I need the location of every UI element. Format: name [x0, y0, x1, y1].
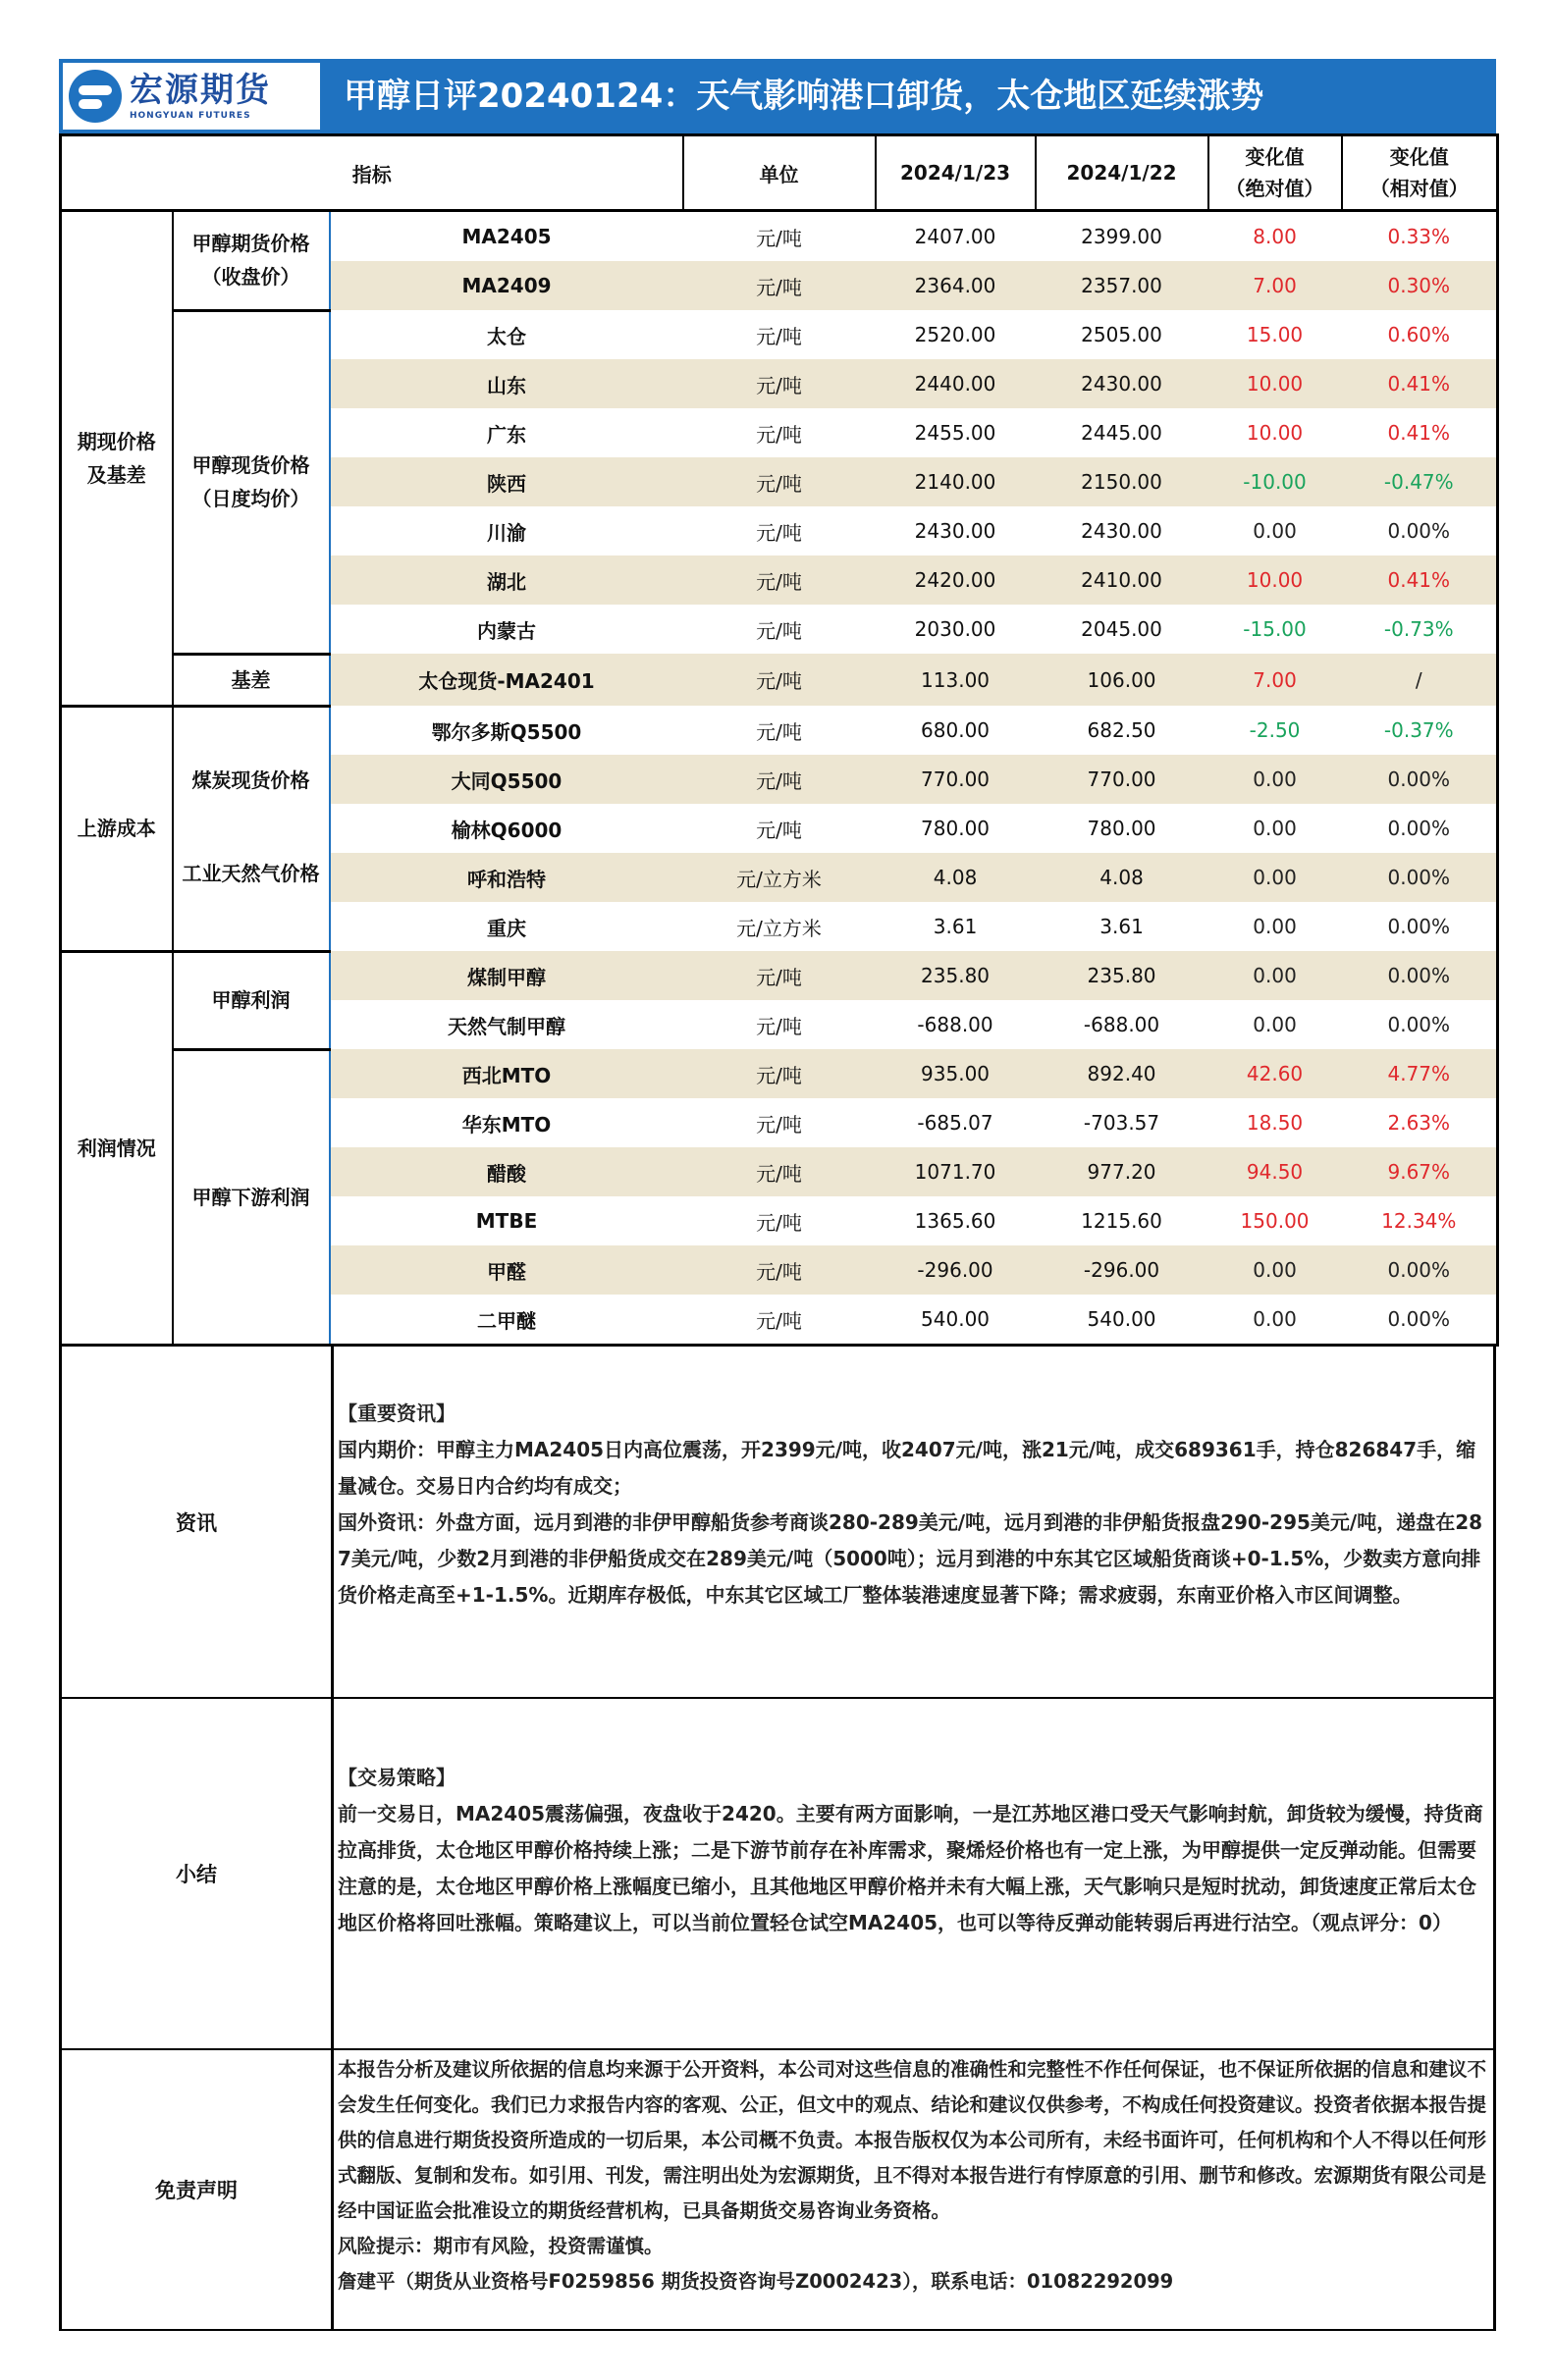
abs-change: 0.00: [1208, 1295, 1342, 1346]
abs-change: 0.00: [1208, 951, 1342, 1000]
value-date2: 780.00: [1087, 817, 1156, 840]
header-rel-line1: 变化值: [1389, 145, 1449, 169]
header-abs-change: [1208, 135, 1342, 211]
rel-change: 4.77%: [1342, 1049, 1498, 1098]
rel-change: 0.41%: [1342, 359, 1498, 408]
news-section: [61, 1347, 1495, 1698]
rel-change: 0.41%: [1342, 555, 1498, 605]
subgroup-spot-price: 甲醇现货价格 （日度均价）: [173, 310, 330, 654]
header-indicator: 指标: [61, 135, 683, 211]
value-date2: 2399.00: [1081, 225, 1162, 248]
abs-change: 0.00: [1208, 853, 1342, 902]
indicator-name: MA2405: [461, 225, 552, 248]
unit-cell: 元/吨: [683, 1147, 876, 1196]
value-date2: 2410.00: [1036, 555, 1208, 605]
table-row: [61, 310, 1498, 359]
value-date1: 2520.00: [914, 323, 996, 346]
unit-cell: 元/吨: [683, 1295, 876, 1346]
report-title: 甲醇日评20240124：天气影响港口卸货，太仓地区延续涨势: [344, 77, 1264, 116]
indicator-name: 呼和浩特: [330, 853, 683, 902]
indicator-name: 内蒙古: [477, 618, 537, 643]
value-date1: 2455.00: [914, 421, 996, 445]
unit-cell: 元/立方米: [683, 853, 876, 902]
news-paragraph-1: 国内期价：甲醇主力MA2405日内高位震荡，开2399元/吨，收2407元/吨，涨21元/吨，成交689361手，持仓826847手，缩量减仓。交易日内合约均有成交；: [338, 1438, 1476, 1498]
rel-change: 2.63%: [1342, 1098, 1498, 1147]
rel-change: -0.37%: [1342, 706, 1498, 755]
unit-cell: 元/吨: [756, 1014, 802, 1038]
news-label: 资讯: [61, 1347, 333, 1698]
subgroup-coal-price: 煤炭现货价格: [173, 706, 330, 853]
unit-cell: 元/吨: [756, 422, 802, 447]
indicator-name: 西北MTO: [330, 1049, 683, 1098]
analyst-contact: 詹建平（期货从业资格号F0259856 期货投资咨询号Z0002423），联系电话：01082292099: [338, 2270, 1174, 2293]
table-header-row: [61, 135, 1498, 211]
value-date2: -688.00: [1083, 1013, 1160, 1036]
unit-cell: 元/吨: [683, 755, 876, 804]
value-date1: 2364.00: [876, 261, 1036, 310]
rel-change: -0.73%: [1342, 605, 1498, 654]
header-date2: 2024/1/22: [1036, 135, 1208, 211]
value-date1: 235.80: [876, 951, 1036, 1000]
value-date2: -296.00: [1036, 1245, 1208, 1295]
value-date2: 3.61: [1099, 915, 1144, 938]
indicator-name: 重庆: [487, 916, 527, 940]
notes-table: [59, 1347, 1496, 2331]
abs-change: 0.00: [1253, 1013, 1297, 1036]
indicator-name: 广东: [487, 422, 527, 447]
value-date1: 540.00: [876, 1295, 1036, 1346]
value-date2: 2150.00: [1036, 457, 1208, 506]
indicator-name: MA2409: [330, 261, 683, 310]
abs-change: 10.00: [1208, 359, 1342, 408]
abs-change: 0.00: [1208, 755, 1342, 804]
value-date1: 113.00: [876, 654, 1036, 706]
value-date2: 977.20: [1036, 1147, 1208, 1196]
logo-text: [130, 71, 271, 122]
unit-cell: 元/吨: [683, 951, 876, 1000]
rel-change: 0.00%: [1342, 951, 1498, 1000]
abs-change: 7.00: [1208, 654, 1342, 706]
value-date1: 2140.00: [876, 457, 1036, 506]
value-date2: 2045.00: [1081, 617, 1162, 641]
subgroup-downstream-profit: 甲醇下游利润: [173, 1049, 330, 1346]
rel-change: 0.00%: [1342, 902, 1498, 951]
value-date2: 682.50: [1087, 718, 1156, 742]
rel-change: 12.34%: [1342, 1196, 1498, 1245]
unit-cell: 元/吨: [756, 1112, 802, 1137]
value-date2: 2445.00: [1081, 421, 1162, 445]
abs-change: 7.00: [1208, 261, 1342, 310]
rel-change: 0.41%: [1342, 408, 1498, 457]
unit-cell: 元/吨: [683, 555, 876, 605]
unit-cell: 元/吨: [683, 261, 876, 310]
indicator-name: 大同Q5500: [330, 755, 683, 804]
abs-change: 42.60: [1208, 1049, 1342, 1098]
indicator-name: 华东MTO: [461, 1112, 552, 1137]
value-date2: 2430.00: [1081, 519, 1162, 543]
summary-paragraph: 前一交易日，MA2405震荡偏强，夜盘收于2420。主要有两方面影响，一是江苏地区港口受天气影响封航，卸货较为缓慢，持货商拉高排货，太仓地区甲醇价格持续上涨；二是下游节前存在补库需求，聚烯烃价格也有一定上涨，为甲醇提供一定反弹动能。但需要注意的是，太仓地区甲醇价格上涨幅度已缩小，且其他地区甲醇价格并未有大幅上涨，天气影响只是短时扰动，卸货速度正常后太仓地区价格将回吐涨幅。策略建议上，可以当前位置轻仓试空MA2405，也可以等待反弹动能转弱后再进行沽空。（观点评分：0）: [338, 1802, 1483, 1934]
value-date1: 2440.00: [876, 359, 1036, 408]
news-paragraph-2: 国外资讯：外盘方面，远月到港的非伊甲醇船货参考商谈280-289美元/吨，远月到港的非伊船货报盘290-295美元/吨，递盘在287美元/吨，少数2月到港的非伊船货成交在289美元/吨（5000吨）；远月到港的中东其它区域船货商谈+0-1.5%，少数卖方意向排货价格走高至+1-1.5%。近期库存极低，中东其它区域工厂整体装港速度显著下降；需求疲弱，东南亚价格入市区间调整。: [338, 1510, 1483, 1607]
risk-warning: 风险提示：期市有风险，投资需谨慎。: [338, 2235, 664, 2257]
subgroup-futures-price: 甲醇期货价格 （收盘价）: [173, 211, 330, 311]
indicator-name: 榆林Q6000: [451, 818, 563, 842]
value-date1: -685.07: [917, 1111, 993, 1135]
rel-change: -0.47%: [1342, 457, 1498, 506]
table-row: [61, 1049, 1498, 1098]
abs-change: 150.00: [1240, 1209, 1310, 1233]
table-row: [61, 951, 1498, 1000]
disclaimer-paragraph: 本报告分析及建议所依据的信息均来源于公开资料，本公司对这些信息的准确性和完整性不作任何保证，也不保证所依据的信息和建议不会发生任何变化。我们已力求报告内容的客观、公正，但文中的观点、结论和建议仅供参考，不构成任何投资建议。投资者依据本报告提供的信息进行期货投资所造成的一切后果，本公司概不负责。本报告版权仅为本公司所有，未经书面许可，任何机构和个人不得以任何形式翻版、复制和发布。如引用、刊发，需注明出处为宏源期货，且不得对本报告进行有悖原意的引用、删节和修改。宏源期货有限公司是经中国证监会批准设立的期货经营机构，已具备期货交易咨询业务资格。: [338, 2058, 1487, 2222]
indicator-table: [59, 133, 1499, 1347]
value-date1: 2430.00: [914, 519, 996, 543]
abs-change: 10.00: [1246, 421, 1304, 445]
value-date2: 4.08: [1036, 853, 1208, 902]
value-date2: 2430.00: [1036, 359, 1208, 408]
indicator-name: 甲醛: [330, 1245, 683, 1295]
unit-cell: 元/吨: [683, 359, 876, 408]
value-date1: 1365.60: [914, 1209, 996, 1233]
rel-change: 0.00%: [1342, 1000, 1498, 1049]
group-upstream-cost: 上游成本: [61, 706, 173, 951]
abs-change: 0.00: [1253, 519, 1297, 543]
rel-change: 0.33%: [1342, 211, 1498, 262]
unit-cell: 元/吨: [756, 324, 802, 348]
report-header: [59, 59, 1496, 133]
subgroup-basis: 基差: [173, 654, 330, 706]
report-page: [59, 59, 1496, 2331]
value-date2: 106.00: [1036, 654, 1208, 706]
rel-change: 0.00%: [1342, 853, 1498, 902]
indicator-name: 山东: [330, 359, 683, 408]
company-logo: [63, 63, 320, 130]
indicator-name: 天然气制甲醇: [448, 1014, 566, 1038]
unit-cell: 元/吨: [756, 226, 802, 250]
rel-change: 0.00%: [1342, 804, 1498, 853]
value-date1: -688.00: [917, 1013, 993, 1036]
subgroup-gas-price: 工业天然气价格: [173, 853, 330, 951]
abs-change: 8.00: [1253, 225, 1297, 248]
indicator-name: 醋酸: [330, 1147, 683, 1196]
indicator-name: 鄂尔多斯Q5500: [431, 719, 582, 744]
header-unit: 单位: [683, 135, 876, 211]
abs-change: -2.50: [1249, 718, 1301, 742]
news-body: [333, 1347, 1495, 1698]
value-date2: 235.80: [1036, 951, 1208, 1000]
table-row: [61, 211, 1498, 262]
value-date2: -703.57: [1083, 1111, 1160, 1135]
value-date1: 2420.00: [876, 555, 1036, 605]
value-date1: 4.08: [876, 853, 1036, 902]
unit-cell: 元/立方米: [736, 916, 822, 940]
value-date2: 540.00: [1036, 1295, 1208, 1346]
subgroup-methanol-profit: 甲醇利润: [173, 951, 330, 1049]
indicator-name: MTBE: [475, 1209, 538, 1233]
value-date1: 935.00: [876, 1049, 1036, 1098]
abs-change: 0.00: [1208, 1245, 1342, 1295]
value-date1: 1071.70: [876, 1147, 1036, 1196]
summary-section: [61, 1698, 1495, 2049]
value-date1: 2030.00: [914, 617, 996, 641]
rel-change: 0.00%: [1342, 506, 1498, 555]
indicator-name: 川渝: [487, 520, 527, 545]
unit-cell: 元/吨: [756, 1210, 802, 1235]
rel-change: 0.00%: [1342, 1295, 1498, 1346]
indicator-name: 煤制甲醇: [330, 951, 683, 1000]
abs-change: 18.50: [1246, 1111, 1304, 1135]
table-row: [61, 853, 1498, 902]
abs-change: 0.00: [1253, 817, 1297, 840]
unit-cell: 元/吨: [756, 520, 802, 545]
logo-en: HONGYUAN FUTURES: [130, 111, 251, 121]
abs-change: 94.50: [1208, 1147, 1342, 1196]
value-date2: 2505.00: [1081, 323, 1162, 346]
indicator-name: 陕西: [330, 457, 683, 506]
table-row: [61, 706, 1498, 755]
logo-cn: 宏源期货: [130, 71, 271, 110]
value-date1: 2407.00: [914, 225, 996, 248]
summary-label: 小结: [61, 1698, 333, 2049]
disclaimer-body: [333, 2049, 1495, 2330]
header-rel-change: [1342, 135, 1498, 211]
value-date1: 3.61: [933, 915, 978, 938]
disclaimer-label: 免责声明: [61, 2049, 333, 2330]
rel-change: /: [1342, 654, 1498, 706]
header-abs-line1: 变化值: [1245, 145, 1305, 169]
value-date1: 780.00: [921, 817, 991, 840]
header-rel-line2: （相对值）: [1369, 177, 1469, 200]
header-abs-line2: （绝对值）: [1225, 177, 1324, 200]
table-body: [61, 211, 1498, 1346]
group-futures-spot: 期现价格 及基差: [61, 211, 173, 707]
rel-change: 0.00%: [1342, 755, 1498, 804]
indicator-name: 二甲醚: [330, 1295, 683, 1346]
logo-mark-icon: [69, 70, 122, 123]
value-date2: 770.00: [1036, 755, 1208, 804]
abs-change: 0.00: [1253, 915, 1297, 938]
summary-body: [333, 1698, 1495, 2049]
summary-heading: 【交易策略】: [338, 1766, 455, 1789]
rel-change: 9.67%: [1342, 1147, 1498, 1196]
indicator-name: 太仓: [487, 324, 527, 348]
disclaimer-section: [61, 2049, 1495, 2330]
value-date1: 770.00: [876, 755, 1036, 804]
indicator-name: 湖北: [330, 555, 683, 605]
value-date2: 1215.60: [1081, 1209, 1162, 1233]
value-date1: 680.00: [921, 718, 991, 742]
rel-change: 0.00%: [1342, 1245, 1498, 1295]
abs-change: -10.00: [1208, 457, 1342, 506]
unit-cell: 元/吨: [756, 818, 802, 842]
unit-cell: 元/吨: [683, 457, 876, 506]
unit-cell: 元/吨: [756, 719, 802, 744]
abs-change: 10.00: [1208, 555, 1342, 605]
rel-change: 0.60%: [1342, 310, 1498, 359]
unit-cell: 元/吨: [683, 1245, 876, 1295]
unit-cell: 元/吨: [756, 618, 802, 643]
abs-change: 15.00: [1246, 323, 1304, 346]
unit-cell: 元/吨: [683, 654, 876, 706]
value-date1: -296.00: [876, 1245, 1036, 1295]
value-date2: 2357.00: [1036, 261, 1208, 310]
group-profit: 利润情况: [61, 951, 173, 1346]
indicator-name: 太仓现货-MA2401: [330, 654, 683, 706]
value-date2: 892.40: [1036, 1049, 1208, 1098]
abs-change: -15.00: [1243, 617, 1307, 641]
table-row: [61, 654, 1498, 706]
rel-change: 0.30%: [1342, 261, 1498, 310]
header-date1: 2024/1/23: [876, 135, 1036, 211]
news-heading: 【重要资讯】: [338, 1402, 455, 1425]
unit-cell: 元/吨: [683, 1049, 876, 1098]
